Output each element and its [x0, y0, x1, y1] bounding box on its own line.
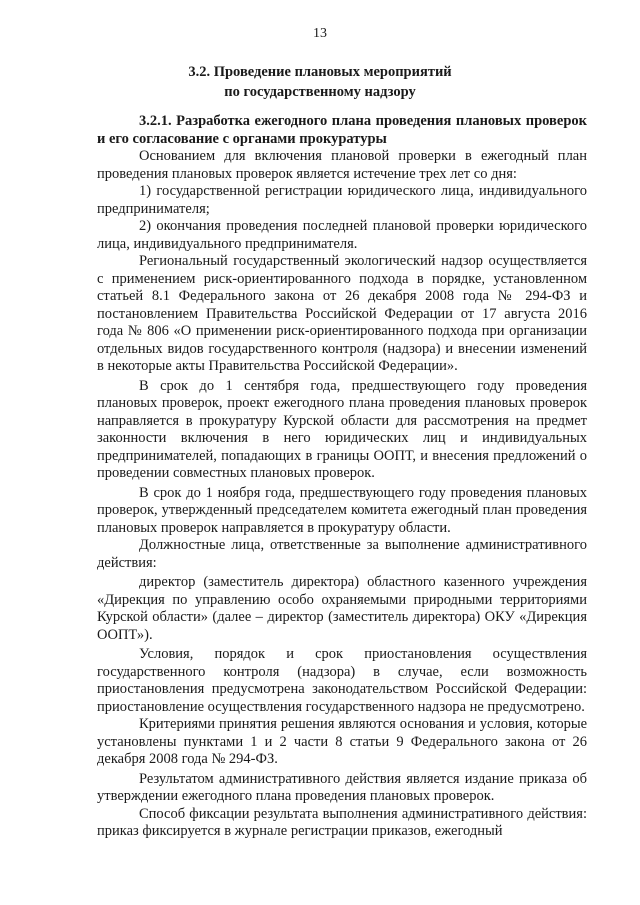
section-title-line-2: по государственному надзору	[224, 84, 416, 100]
list-item-1: 1) государственной регистрации юридического лица, индивидуального предпринимателя;	[97, 183, 587, 217]
paragraph-fixation-method: Способ фиксации результата выполнения административного действия: приказ фиксируется в журнале регистрации приказов, ежегодный	[97, 805, 587, 839]
list-item-2: 2) окончания проведения последней плановой проверки юридического лица, индивидуального предпринимателя.	[97, 218, 587, 252]
paragraph-director: директор (заместитель директора) областного казенного учреждения «Дирекция по управлению особо охраняемыми природными территориями Курской области» (далее – директор (заместитель директора) ОКУ «Дирекция ООПТ»).	[97, 574, 587, 643]
paragraph-responsible-officials: Должностные лица, ответственные за выполнение административного действия:	[97, 537, 587, 571]
page-number: 13	[313, 26, 327, 41]
subsection-heading: 3.2.1. Разработка ежегодного плана проведения плановых проверок и его согласование с органами прокуратуры	[97, 113, 587, 147]
paragraph-result: Результатом административного действия является издание приказа об утверждении ежегодного плана проведения плановых проверок.	[97, 770, 587, 804]
paragraph-risk-approach: Региональный государственный экологический надзор осуществляется с применением риск-ориентированного подхода в порядке, установленном статьей 8.1 Федерального закона от 26 декабря 2008 года № 294-ФЗ и постановлением Правительства Российской Федерации от 17 августа 2016 года № 806 «О применении риск-ориентированного подхода при организации отдельных видов государственного контроля (надзора) и внесении изменений в некоторые акты Правительства Российской Федерации».	[97, 253, 587, 374]
paragraph-september-deadline: В срок до 1 сентября года, предшествующего году проведения плановых проверок, проект ежегодного плана проведения плановых проверок направляется в прокуратуру Курской области для рассмотрения на предмет законности включения в него юридических лиц и индивидуальных предпринимателей, попадающих в границы ООПТ, и внесения предложений о проведении совместных плановых проверок.	[97, 377, 587, 481]
paragraph-decision-criteria: Критериями принятия решения являются основания и условия, которые установлены пунктами 1 и 2 части 8 статьи 9 Федерального закона от 26 декабря 2008 года № 294-ФЗ.	[97, 716, 587, 767]
document-body	[97, 113, 587, 841]
paragraph-november-deadline: В срок до 1 ноября года, предшествующего году проведения плановых проверок, утвержденный председателем комитета ежегодный план проведения плановых проверок направляется в прокуратуру области.	[97, 484, 587, 536]
paragraph-grounds: Основанием для включения плановой проверки в ежегодный план проведения плановых проверок является истечение трех лет со дня:	[97, 148, 587, 182]
section-title	[0, 62, 640, 102]
paragraph-suspension-conditions: Условия, порядок и срок приостановления осуществления государственного контроля (надзора) в случае, если возможность приостановления предусмотрена законодательством Российской Федерации: приостановление осуществления государственного надзора не предусмотрено.	[97, 646, 587, 715]
section-title-line-1: 3.2. Проведение плановых мероприятий	[188, 64, 452, 80]
